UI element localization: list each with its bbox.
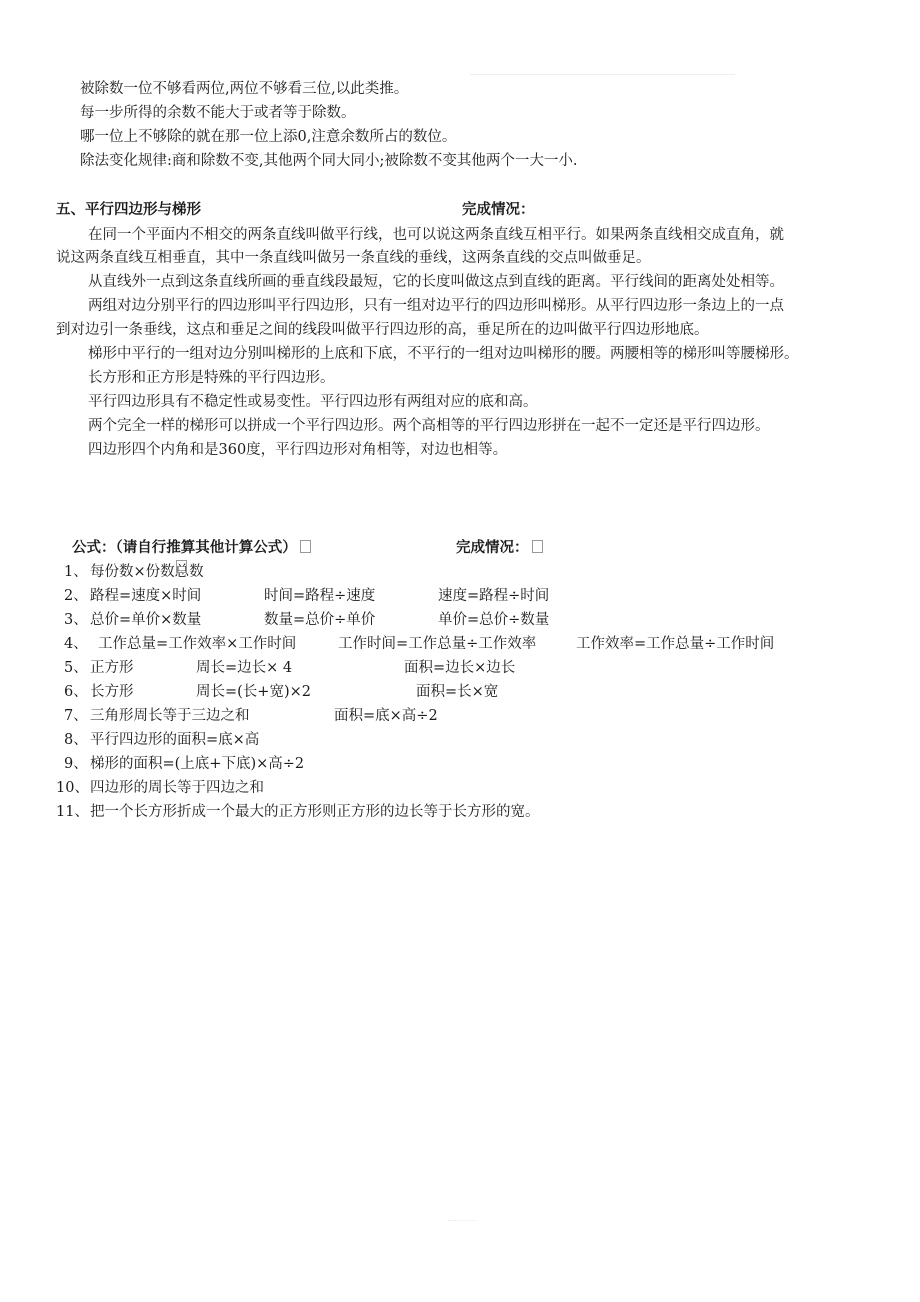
formula-text: 单价=总价÷数量: [438, 612, 550, 628]
division-note: 哪一位上不够除的就在那一位上添0,注意余数所占的数位。: [80, 129, 457, 145]
placeholder-box-icon: [300, 540, 311, 553]
formula-text: [90, 560, 204, 584]
paragraph-line: 到对边引一条垂线，这点和垂足之间的线段叫做平行四边形的高，垂足所在的边叫做平行四边形地底。: [56, 322, 709, 338]
formula-number: 9、: [64, 756, 88, 772]
formula-text: 梯形的面积=(上底+下底)×高÷2: [90, 756, 305, 772]
formula-text: 速度=路程÷时间: [438, 588, 550, 604]
formula-part: 每份数×份数: [90, 564, 175, 580]
formula-text: 总价=单价×数量: [90, 612, 202, 628]
paragraph-line: 两个完全一样的梯形可以拼成一个平行四边形。两个高相等的平行四边形拼在一起不一定还是平行四边形。: [88, 418, 770, 434]
formulas-title-text: 公式：（请自行推算其他计算公式）: [72, 540, 297, 556]
formulas-title: [72, 536, 311, 560]
formula-text: 四边形的周长等于四边之和: [90, 780, 264, 796]
placeholder-box-icon: [532, 540, 543, 553]
formula-number: 6、: [64, 684, 88, 700]
paragraph-line: 两组对边分别平行的四边形叫平行四边形，只有一组对边平行的四边形叫梯形。从平行四边形一条边上的一点: [88, 298, 784, 314]
paragraph-line: 平行四边形具有不稳定性或易变性。平行四边形有两组对应的底和高。: [88, 394, 538, 410]
paragraph-line: 长方形和正方形是特殊的平行四边形。: [88, 370, 335, 386]
formula-number: 8、: [64, 732, 88, 748]
paragraph-line: 在同一个平面内不相交的两条直线叫做平行线，也可以说这两条直线互相平行。如果两条直线相交成直角，就: [88, 227, 784, 243]
division-note: 每一步所得的余数不能大于或者等于除数。: [80, 105, 356, 121]
placeholder-box-icon: [176, 560, 187, 573]
formula-text: 把一个长方形折成一个最大的正方形则正方形的边长等于长方形的宽。: [90, 804, 540, 820]
completion-status-label: 完成情况：: [462, 202, 535, 218]
formula-number: 3、: [64, 612, 88, 628]
formula-number: 4、: [64, 636, 88, 652]
formula-text: 三角形周长等于三边之和: [90, 708, 250, 724]
formula-part: 总数: [174, 564, 204, 580]
section-title: 五、平行四边形与梯形: [56, 202, 201, 218]
formula-text: 长方形: [90, 684, 134, 700]
paragraph-line: 说这两条直线互相垂直，其中一条直线叫做另一条直线的垂线，这两条直线的交点叫做垂足。: [56, 250, 651, 266]
formula-text: 数量=总价÷单价: [264, 612, 376, 628]
division-note: 除法变化规律:商和除数不变,其他两个同大同小;被除数不变其他两个一大一小.: [80, 153, 578, 169]
header-rule: [470, 74, 735, 75]
formula-text: 工作总量=工作效率×工作时间: [98, 636, 297, 652]
paragraph-line: 梯形中平行的一组对边分别叫梯形的上底和下底，不平行的一组对边叫梯形的腰。两腰相等的梯形叫等腰梯形。: [88, 346, 799, 362]
formula-text: 周长=边长× 4: [196, 660, 293, 676]
formulas-status: [456, 536, 543, 560]
formula-number: 10、: [56, 780, 89, 796]
formula-text: 路程=速度×时间: [90, 588, 202, 604]
formula-number: 11、: [56, 804, 89, 820]
footer-mark: [448, 1220, 476, 1221]
formula-number: 1、: [64, 564, 88, 580]
formula-text: 面积=底×高÷2: [334, 708, 438, 724]
paragraph-line: 四边形四个内角和是360度，平行四边形对角相等，对边也相等。: [88, 442, 508, 458]
formula-text: 面积=边长×边长: [404, 660, 516, 676]
formula-text: 周长=(长+宽)×2: [196, 684, 311, 700]
formula-text: 面积=长×宽: [416, 684, 499, 700]
formula-number: 2、: [64, 588, 88, 604]
formula-text: 平行四边形的面积=底×高: [90, 732, 260, 748]
formula-text: 工作效率=工作总量÷工作时间: [576, 636, 775, 652]
formula-text: 工作时间=工作总量÷工作效率: [338, 636, 537, 652]
completion-status-label: 完成情况：: [456, 540, 529, 556]
formula-text: 正方形: [90, 660, 134, 676]
formula-text: 时间=路程÷速度: [264, 588, 376, 604]
formula-number: 5、: [64, 660, 88, 676]
paragraph-line: 从直线外一点到这条直线所画的垂直线段最短，它的长度叫做这点到直线的距离。平行线间的距离处处相等。: [88, 274, 784, 290]
division-note: 被除数一位不够看两位,两位不够看三位,以此类推。: [80, 81, 409, 97]
formula-number: 7、: [64, 708, 88, 724]
